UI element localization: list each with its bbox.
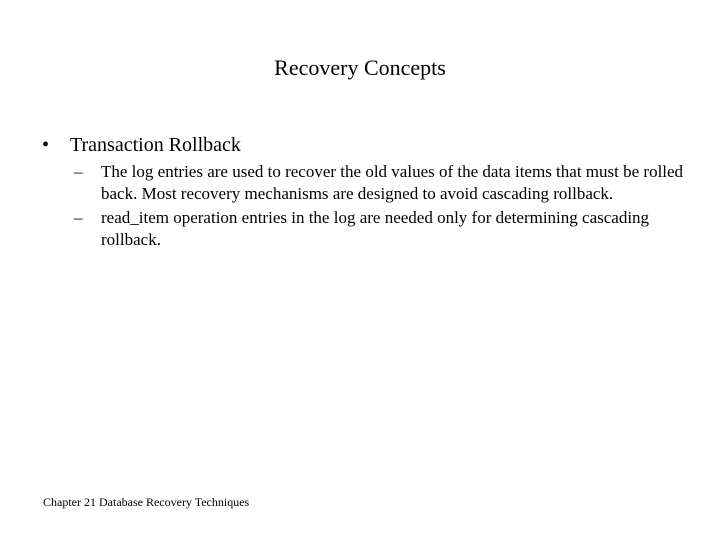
sub-bullet-item [74, 207, 684, 251]
sub-bullet-item [74, 161, 684, 205]
dash-marker: – [74, 162, 83, 181]
slide-title: Recovery Concepts [274, 55, 446, 80]
sub-bullet-list [74, 161, 684, 253]
bullet-text: Transaction Rollback [70, 134, 241, 156]
bullet-marker: • [42, 134, 50, 156]
sub-bullet-text: The log entries are used to recover the old values of the data items that must be rolled back. Most recovery mechanisms are designed to avoid cascading rollback. [101, 162, 684, 203]
sub-bullet-text: read_item operation entries in the log are needed only for determining cascading rollback. [101, 208, 650, 249]
dash-marker: – [74, 208, 83, 227]
slide-footer: Chapter 21 Database Recovery Techniques [43, 495, 250, 509]
